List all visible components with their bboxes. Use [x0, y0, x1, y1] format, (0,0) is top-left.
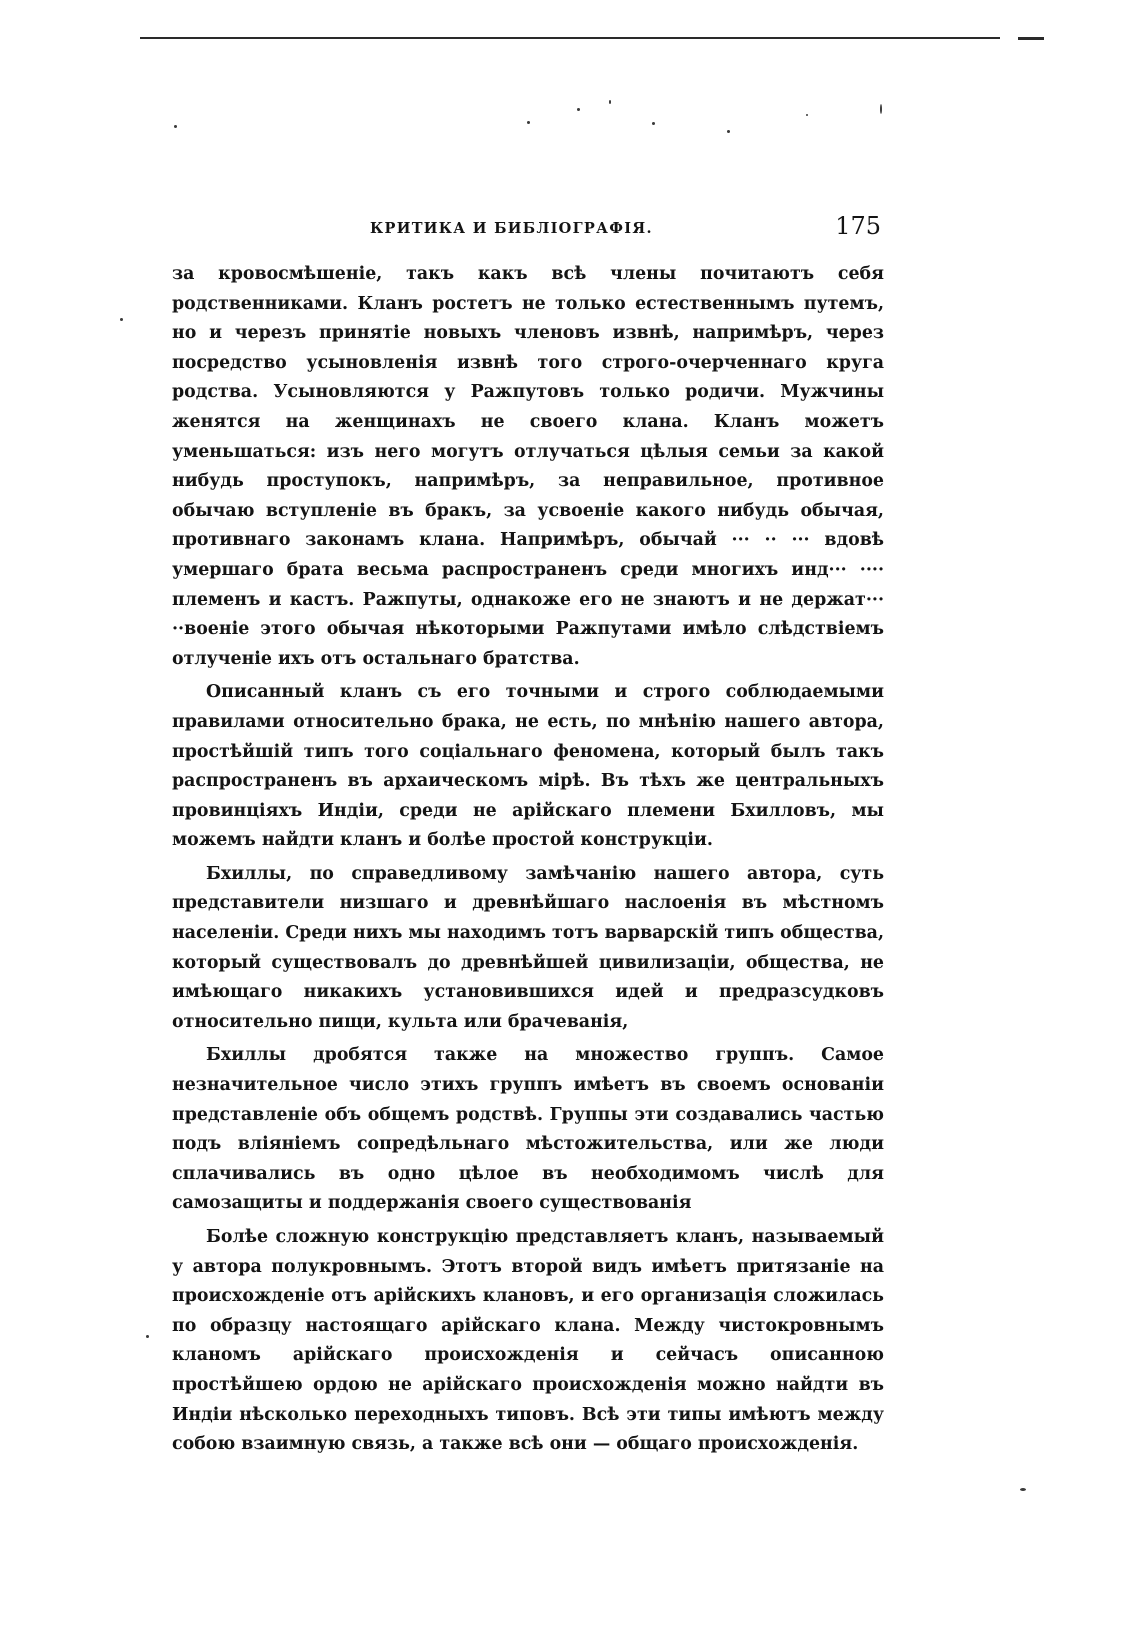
running-head: [175, 214, 887, 244]
paragraph-4: Бхиллы дробятся также на множество группъ. Самое незначительное число этихъ группъ имѣетъ въ своемъ основаніи представленіе объ общемъ родствѣ. Группы эти создавались частью подъ вліяніемъ сопредѣльнаго мѣстожительства, или же люди сплачивались въ одно цѣлое въ необходимомъ числѣ для самозащиты и поддержанія своего существованія: [172, 1045, 884, 1214]
scan-speck: [1020, 1488, 1026, 1491]
paragraph-5: Болѣе сложную конструкцію представляетъ кланъ, называемый у автора полукровнымъ. Этотъ второй видъ имѣетъ притязаніе на происхожденіе отъ арійскихъ клановъ, и его организація сложилась по образцу настоящаго арійскаго клана. Между чистокровнымъ кланомъ арійскаго происхожденія и сейчасъ описанною простѣйшею ордою не арійскаго происхожденія можно найдти въ Индіи нѣсколько переходныхъ типовъ. Всѣ эти типы имѣютъ между собою взаимную связь, а также всѣ они — общаго происхожденія.: [172, 1227, 884, 1455]
paragraph-1: за кровосмѣшеніе, такъ какъ всѣ члены почитаютъ себя родственниками. Кланъ ростетъ не только естественнымъ путемъ, но и черезъ принятіе новыхъ членовъ извнѣ, напримѣръ, через посредство усыновленія извнѣ того строго-очерченнаго круга родства. Усыновляются у Ражпутовъ только родичи. Мужчины женятся на женщинахъ не своего клана. Кланъ можетъ уменьшаться: изъ него могутъ отлучаться цѣлыя семьи за какой нибудь проступокъ, напримѣръ, за неправильное, противное обычаю вступленіе въ бракъ, за усвоеніе какого нибудь обычая, противнаго законамъ клана. Напримѣръ, обычай ··· ·· ··· вдовѣ умершаго брата весьма распространенъ среди многихъ инд··· ···· племенъ и кастъ. Ражпуты, однакоже его не знаютъ и не держат··· ··военіе этого обычая нѣкоторыми Ражпутами имѣло слѣдствіемъ отлученіе ихъ отъ остальнаго братства.: [172, 264, 884, 669]
scan-speck: [609, 100, 611, 104]
paragraph-3: Бхиллы, по справедливому замѣчанію нашего автора, суть представители низшаго и древнѣйшаго наслоенія въ мѣстномъ населеніи. Среди нихъ мы находимъ тотъ варварскій типъ общества, который существовалъ до древнѣйшей цивилизаціи, общества, не имѣющаго никакихъ установившихся идей и предразсудковъ относительно пищи, культа или брачеванія,: [172, 863, 884, 1032]
scan-speck: [174, 125, 177, 128]
top-rule: [140, 37, 1000, 39]
scan-speck: [146, 1335, 149, 1338]
scan-speck: [880, 104, 882, 114]
scan-speck: [120, 318, 123, 321]
top-rule-mark: [1018, 37, 1044, 40]
scan-speck: [527, 121, 530, 124]
running-title: КРИТИКА И БИБЛІОГРАФІЯ.: [370, 220, 653, 237]
body-text: [172, 260, 884, 1464]
scan-speck: [806, 114, 808, 116]
page-number: 175: [835, 212, 881, 240]
scan-speck: [727, 130, 730, 133]
paragraph-2: Описанный кланъ съ его точными и строго соблюдаемыми правилами относительно брака, не есть, по мнѣнію нашего автора, простѣйшій типъ того соціальнаго феномена, который былъ такъ распространенъ въ архаическомъ мірѣ. Въ тѣхъ же центральныхъ провинціяхъ Индіи, среди не арійскаго племени Бхилловъ, мы можемъ найдти кланъ и болѣе простой конструкціи.: [172, 682, 884, 851]
scan-speck: [577, 108, 580, 111]
scan-speck: [652, 122, 655, 125]
